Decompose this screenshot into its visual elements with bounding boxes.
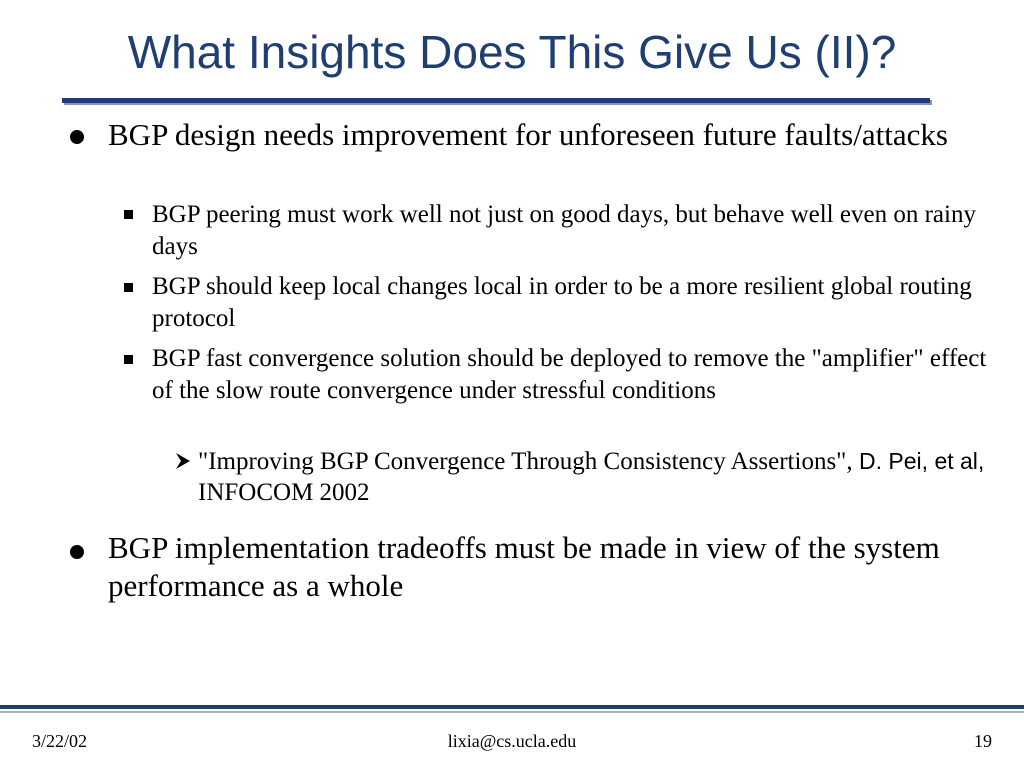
slide-title: What Insights Does This Give Us (II)? [127, 26, 897, 78]
reference-citation [198, 446, 988, 508]
footer-divider [0, 705, 1024, 709]
square-bullet-icon [124, 210, 133, 219]
citation-authors: D. Pei, et al, [852, 448, 985, 474]
arrowhead-bullet-icon [174, 451, 192, 471]
page-number: 19 [974, 731, 992, 751]
circle-bullet-icon [70, 545, 84, 559]
footer-divider-secondary [0, 711, 1024, 713]
title-divider [62, 98, 930, 103]
square-bullet-icon [124, 355, 133, 364]
sub-bullet-text: BGP peering must work well not just on good days, but behave well even on rainy days [152, 201, 976, 260]
footer-date: 3/22/02 [32, 731, 88, 751]
circle-bullet-icon [70, 130, 84, 144]
bullet-text: BGP design needs improvement for unforeseen future faults/attacks [108, 117, 948, 152]
footer-email: lixia@cs.ucla.edu [447, 731, 577, 751]
square-bullet-icon [124, 283, 133, 292]
bullet-text: BGP implementation tradeoffs must be made in view of the system performance as a whole [108, 530, 940, 603]
citation-venue: INFOCOM 2002 [198, 479, 370, 506]
sub-bullet-text: BGP fast convergence solution should be deployed to remove the "amplifier" effect of the slow route convergence under stressful conditions [152, 345, 987, 404]
sub-bullet-text: BGP should keep local changes local in order to be a more resilient global routing protocol [152, 273, 972, 332]
citation-title: "Improving BGP Convergence Through Consistency Assertions", [198, 448, 853, 475]
